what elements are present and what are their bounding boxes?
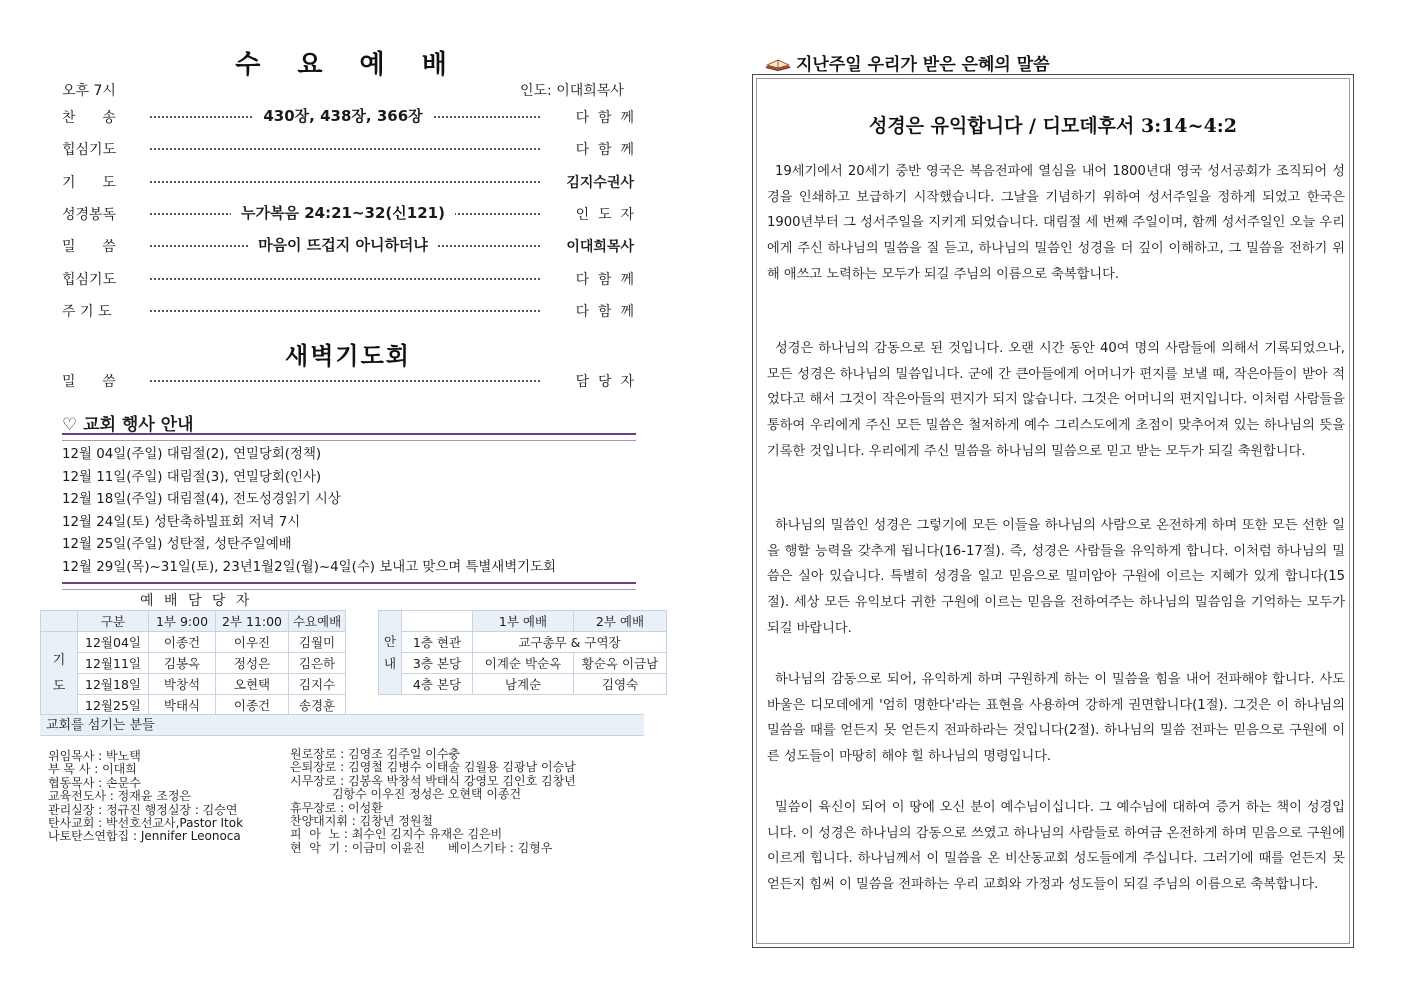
table-cell: 김지수 — [289, 674, 346, 695]
table-cell: 교구총무 & 구역장 — [473, 632, 667, 653]
row-person: 이대희목사 — [566, 239, 634, 256]
table-cell: 12월18일 — [78, 674, 149, 695]
table-cell: 12월04일 — [78, 632, 149, 653]
table-cell: 황순옥 이금남 — [574, 653, 667, 674]
row-content-text: 마음이 뜨겁지 아니하더냐 — [248, 236, 438, 254]
duty-table — [40, 610, 346, 716]
service-order-row — [62, 169, 634, 193]
staff-line: 휴무장로 : 이성환 — [290, 800, 383, 815]
row-content-text: 누가복음 24:21~32(신121) — [231, 204, 455, 222]
event-item: 12월 11일(주일) 대림절(3), 연밀당회(인사) — [62, 469, 322, 485]
table-cell: 1층 현관 — [402, 632, 473, 653]
dotted-leader — [150, 181, 540, 183]
sermon-title: 성경은 유익합니다 / 디모데후서 3:14~4:2 — [868, 115, 1238, 137]
row-content — [172, 201, 514, 225]
table-cell: 4층 본당 — [402, 674, 473, 695]
left-page — [0, 0, 700, 992]
table-header — [402, 611, 473, 632]
row-label: 성경봉독 — [62, 206, 117, 223]
event-item: 12월 04일(주일) 대림절(2), 연밀당회(정책) — [62, 447, 322, 462]
table-cell: 박창석 — [149, 674, 216, 695]
duty-side-label: 기 도 — [41, 632, 78, 716]
table-cell: 이우진 — [216, 632, 289, 653]
staff-line: 찬양대지휘 : 김창년 정원철 — [290, 814, 433, 829]
staff-line: 김항수 이우진 정성은 오현택 이종건 — [290, 787, 522, 802]
row-label: 주 기 도 — [62, 303, 112, 320]
service-time: 오후 7시 — [62, 83, 116, 99]
sermon-box-inner — [756, 78, 1350, 944]
row-person: 다 함 께 — [575, 142, 634, 159]
staff-line: 교육전도사 : 정재윤 조정은 — [48, 789, 191, 804]
staff-line: 부 목 사 : 이대희 — [48, 762, 137, 777]
staff-line: 나토탄스연합집 : Jennifer Leonoca — [48, 829, 241, 844]
guide-table — [378, 610, 667, 695]
dotted-leader — [150, 278, 540, 280]
table-cell: 12월25일 — [78, 695, 149, 716]
table-header: 구분 — [78, 611, 149, 632]
row-person: 다 함 께 — [575, 110, 634, 126]
table-cell: 정성은 — [216, 653, 289, 674]
service-order-row — [62, 201, 634, 225]
table-cell: 오현택 — [216, 674, 289, 695]
dawn-prayer-title: 새벽기도회 — [285, 341, 411, 370]
sermon-heading — [764, 50, 1050, 76]
table-cell: 박태식 — [149, 695, 216, 716]
staff-line: 현 악 기 : 이금미 이윤진 베이스기타 : 김형우 — [290, 840, 553, 855]
service-order-row — [62, 233, 634, 257]
row-content — [172, 104, 514, 128]
staff-line: 협동목사 : 손문수 — [48, 775, 141, 790]
dotted-leader — [150, 380, 540, 382]
event-item: 12월 24일(토) 성탄축하빌표회 저녁 7시 — [62, 514, 301, 530]
bible-icon — [764, 55, 792, 76]
staff-line: 은퇴장로 : 김영철 김병수 이태술 김월용 김광남 이승남 — [290, 760, 576, 775]
table-cell: 남계순 — [473, 674, 574, 695]
table-cell: 이종건 — [149, 632, 216, 653]
dawn-sermon-row — [62, 368, 634, 392]
table-header: 1부 예배 — [473, 611, 574, 632]
events-list — [62, 444, 636, 580]
table-cell: 이계순 박순옥 — [473, 653, 574, 674]
sermon-box — [752, 74, 1354, 948]
sermon-paragraph: 19세기에서 20세기 중반 영국은 복음전파에 열심을 내어 1800년대 영국 성서공회가 조직되어 성경을 인쇄하고 보급하기 시작했습니다. 그날을 기념하기 위하여 성서주일을 정하게 되었고 한국은 1900년부터 그 성서주일을 지키게 되었습니다. 대림절 세 번째 주일이며, 함께 성서주일인 오늘 우리에게 주신 하나님의 밀씀을 질 듣고, 하나님의 밀씀인 성경을 더 깊이 이해하고, 그 밀씀을 전하기 위해 애쓰고 노력하는 모두가 되길 주님의 이름으로 축복합니다. — [767, 164, 1345, 282]
service-order-row — [62, 266, 634, 290]
table-cell: 이종건 — [216, 695, 289, 716]
table-cell: 3층 본당 — [402, 653, 473, 674]
sermon-paragraph: 밀씀이 육신이 되어 이 땅에 오신 분이 예수님이십니다. 그 예수님에 대하여 증거 하는 책이 성경입니다. 이 성경은 하나님의 감동으로 쓰였고 하나님의 사람들로 하여금 온전하게 하며 믿음으로 구원에 이르게 힙니다. 하나님께서 이 밀씀을 온 비산동교회 성도들에게 주십니다. 그러기에 때를 얻든지 못 얻든지 힘써 이 밀씀을 전파하는 우리 교회와 가정과 성도들이 되길 주님의 이름으로 축복합니다. — [767, 800, 1345, 893]
table-cell: 김영숙 — [574, 674, 667, 695]
table-cell: 12월11일 — [78, 653, 149, 674]
sermon-paragraph: 성경은 하나님의 감동으로 된 것입니다. 오랜 시간 동안 40여 명의 사람들에 의해서 기록되었으나, 모든 성경은 하나님의 밀씀입니다. 군에 간 큰아들에게 어머니가 편지를 보낼 때, 작은아들이 받아 적었다고 해서 그것이 작은아들의 편지가 되지 않습니다. 그것은 어머니의 편지입니다. 이처럼 사람들을 통하여 우리에게 주신 모든 밀씀은 철저하게 예수 그리스도에게 초점이 맞추어져 있는 하나님의 뜻을 기록한 것입니다. 우리에게 주신 밀씀을 하나님의 밀씀으로 믿고 받는 모두가 되길 축원합니다. — [767, 341, 1345, 459]
staff-list-left — [48, 750, 243, 844]
divider — [62, 582, 636, 590]
staff-line: 위임목사 : 박노택 — [48, 749, 141, 763]
table-cell: 김월미 — [289, 632, 346, 653]
service-order-row — [62, 136, 634, 160]
sermon-paragraph: 하나님의 밀씀인 성경은 그렇기에 모든 이들을 하나님의 사람으로 온전하게 하며 또한 모든 선한 일을 행할 능력을 갖추게 됩니다(16-17절). 즉, 성경은 사람들을 유익하게 합니다. 이처럼 하나님의 밀씀은 실아 있습니다. 특별히 성경을 일고 믿음으로 밀미암아 구원에 이르는 지혜가 있게 합니다(15절). 세상 모든 유익보다 귀한 구원에 이르는 믿음을 전하여주는 하나님의 밀씀임을 기억하는 모두가 되길 바랍니다. — [767, 518, 1345, 636]
row-label: 힙심기도 — [62, 271, 117, 288]
service-leader: 인도: 이대희목사 — [520, 83, 624, 99]
sermon-heading-text: 지난주일 우리가 받은 은혜의 말씀 — [796, 55, 1050, 75]
row-label: 찬 송 — [62, 110, 116, 126]
row-person: 다 함 께 — [575, 271, 634, 288]
table-header: 2부 예배 — [574, 611, 667, 632]
row-label: 밀 씀 — [62, 374, 116, 390]
event-item: 12월 25일(주일) 성탄절, 성탄주일예배 — [62, 537, 292, 553]
staff-list-right — [290, 748, 576, 855]
service-order-row — [62, 104, 634, 128]
servers-heading: 교회를 섬기는 분들 — [40, 714, 644, 736]
row-person: 인 도 자 — [575, 206, 634, 223]
service-title: 수 요 예 배 — [235, 50, 461, 80]
row-label: 기 도 — [62, 174, 116, 191]
row-content-text: 430장, 438장, 366장 — [253, 107, 432, 125]
table-cell — [41, 611, 78, 632]
dotted-leader — [150, 310, 540, 312]
table-header: 수요예배 — [289, 611, 346, 632]
table-cell: 김은하 — [289, 653, 346, 674]
event-item: 12월 18일(주일) 대림절(4), 전도성경읽기 시상 — [62, 492, 341, 508]
guide-side-label: 안 내 — [379, 611, 402, 695]
table-cell: 송경훈 — [289, 695, 346, 716]
table-header: 2부 11:00 — [216, 611, 289, 632]
staff-line: 관리실장 : 정규진 행정실장 : 김승연 — [48, 802, 238, 817]
duty-title: 예 배 담 당 자 — [140, 593, 253, 609]
row-person: 담 당 자 — [575, 374, 634, 390]
table-cell: 김봉옥 — [149, 653, 216, 674]
staff-line: 피 아 노 : 최수인 김지수 유재은 김은비 — [290, 827, 503, 842]
staff-line: 원로장로 : 김영조 김주일 이수충 — [290, 747, 460, 761]
dotted-leader — [150, 148, 540, 150]
events-heading: ♡ 교회 행사 안내 — [62, 415, 194, 435]
row-label: 밀 씀 — [62, 239, 116, 256]
staff-line: 시무장로 : 김봉옥 박창석 박태식 강영모 김인호 김창년 — [290, 773, 576, 788]
sermon-paragraph: 하나님의 감동으로 되어, 유익하게 하며 구원하게 하는 이 밀씀을 힘을 내어 전파해야 합니다. 사도 바울은 디모데에게 '엄히 명한다'라는 표현을 사용하여 강하게 권면합니다(1절). 그것은 이 하나님의 밀씀을 때를 얻든지 못 얻든지 전파하라는 것입니다(2절). 하나님의 밀씀 전파는 믿음으로 구원에 이른 성도들이 마땅히 해야 힐 하나님의 명령입니다. — [767, 672, 1345, 765]
row-label: 힙심기도 — [62, 142, 117, 159]
row-content — [172, 233, 514, 257]
event-item: 12월 29일(목)~31일(토), 23년1월2일(월)~4일(수) 보내고 맞으며 특별새벽기도회 — [62, 559, 556, 575]
divider — [62, 433, 636, 441]
table-header: 1부 9:00 — [149, 611, 216, 632]
row-person: 김지수권사 — [566, 174, 634, 191]
staff-line: 탄사교회 : 박선호선교사,Pastor Itok — [48, 816, 244, 831]
service-order-row — [62, 298, 634, 322]
row-person: 다 함 께 — [575, 303, 634, 320]
